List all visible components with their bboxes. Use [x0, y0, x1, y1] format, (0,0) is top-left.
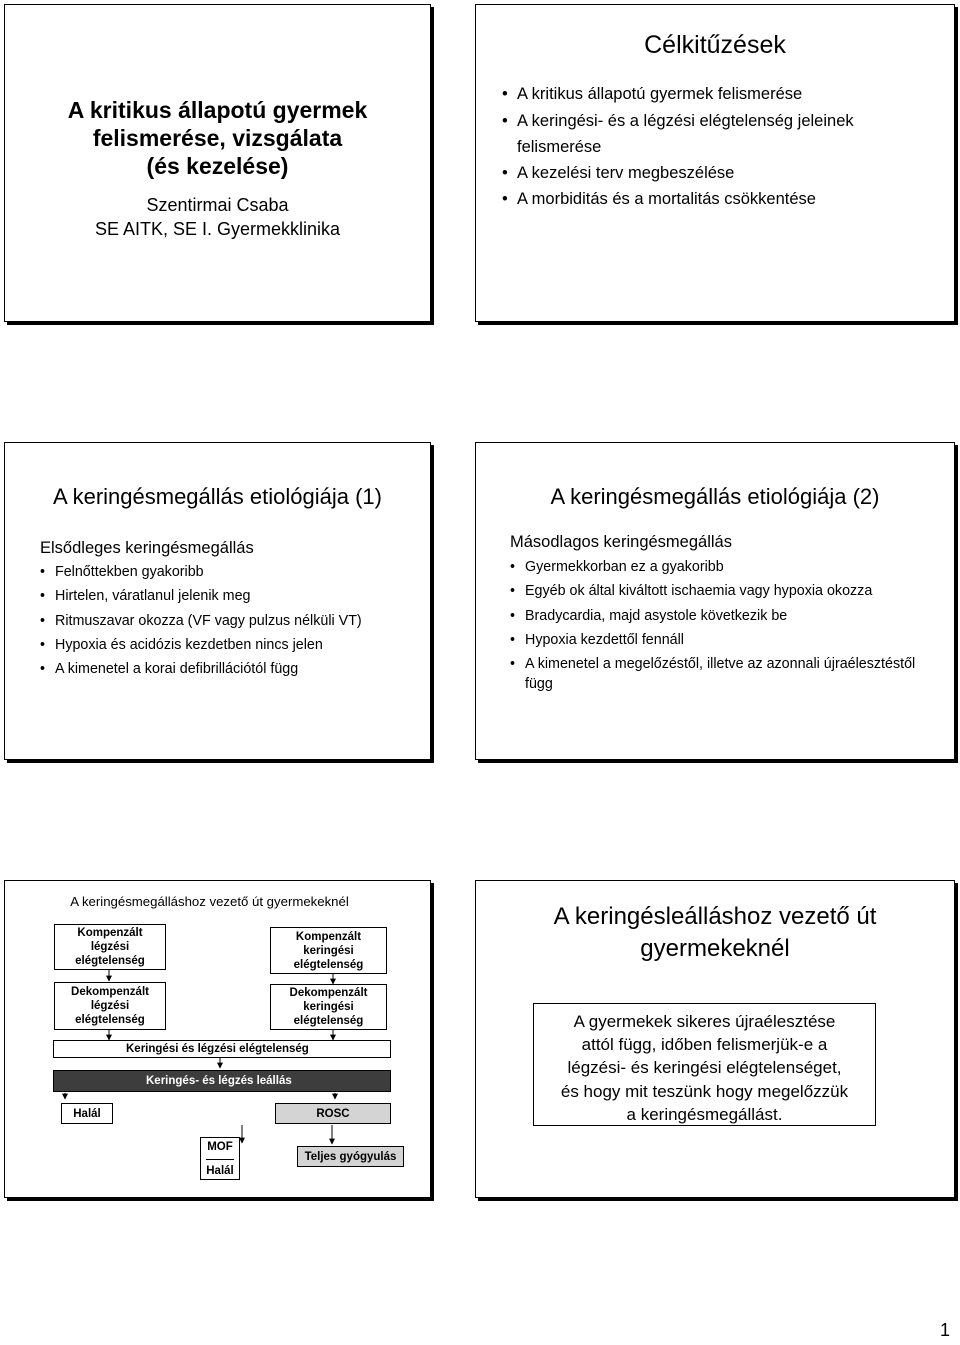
box-label: elégtelenség — [75, 955, 145, 967]
list-item: • Bradycardia, majd asystole következik be — [510, 606, 940, 626]
list-item: • Hypoxia kezdettől fennáll — [510, 630, 940, 650]
title-line: gyermekeknél — [640, 935, 790, 962]
title-line: A kritikus állapotú gyermek — [67, 97, 368, 123]
box-label: elégtelenség — [75, 1014, 145, 1026]
affiliation: SE AITK, SE I. Gyermekklinika — [94, 219, 341, 239]
cardiorespiratory-arrest-box — [53, 1070, 391, 1092]
title-line: (és kezelése) — [146, 153, 289, 179]
death-box — [61, 1103, 113, 1124]
box-label: Halál — [73, 1107, 101, 1120]
box-label: Kompenzált — [295, 930, 362, 943]
box-label: Dekompenzált — [71, 986, 149, 998]
diagram-title: A keringésmegálláshoz vezető út gyermekeknél — [70, 894, 349, 909]
box-label: Dekompenzált — [289, 987, 368, 999]
list-item: • A keringési- és a légzési elégtelenség jeleinek felismerése — [502, 108, 942, 160]
slide-heading: A keringésmegállás etiológiája (1) — [53, 484, 382, 509]
slide-etiology-1 — [4, 442, 431, 760]
slide-title — [4, 4, 431, 322]
etiology-list — [40, 562, 418, 683]
box-label: keringési — [303, 944, 354, 957]
list-item: • Egyéb ok által kiváltott ischaemia vagy hypoxia okozza — [510, 581, 940, 601]
presentation-title — [5, 96, 430, 180]
rosc-box — [275, 1103, 391, 1124]
title-line: felismerése, vizsgálata — [92, 125, 343, 151]
list-item: • A morbiditás és a mortalitás csökkentése — [502, 186, 942, 213]
slide-path-to-arrest — [475, 880, 955, 1198]
decompensated-circulatory-failure-box — [270, 984, 387, 1030]
list-item: • Ritmuszavar okozza (VF vagy pulzus nélküli VT) — [40, 611, 418, 631]
message-line: és hogy mit teszünk hogy megelőzzük — [560, 1081, 849, 1101]
full-recovery-box — [297, 1146, 404, 1167]
message-line: A gyermekek sikeres újraélesztése — [573, 1012, 836, 1031]
combined-failure-box — [53, 1040, 391, 1058]
box-label: Teljes gyógyulás — [304, 1150, 397, 1163]
mof-death-box — [200, 1137, 240, 1180]
message-line: a keringésmegállást. — [626, 1104, 783, 1124]
list-item: • A kimenetel a korai defibrillációtól függ — [40, 659, 418, 679]
slide-objectives — [475, 4, 955, 322]
presentation-subtitle — [5, 193, 430, 241]
list-item: • A kritikus állapotú gyermek felismerése — [502, 81, 942, 108]
box-label: Halál — [206, 1159, 234, 1178]
key-message-box — [533, 1003, 876, 1126]
title-line: A keringésleálláshoz vezető út — [553, 903, 877, 930]
slide-etiology-2 — [475, 442, 955, 760]
slide-flow-diagram — [4, 880, 431, 1198]
list-item: • Gyermekkorban ez a gyakoribb — [510, 557, 940, 577]
message-line: légzési- és keringési elégtelenséget, — [567, 1058, 842, 1078]
box-label: Keringés- és légzés leállás — [146, 1075, 292, 1087]
compensated-circulatory-failure-box — [270, 927, 387, 974]
box-label: Kompenzált — [77, 927, 143, 939]
box-label: légzési — [90, 941, 130, 953]
page-number: 1 — [939, 1320, 950, 1340]
message-line: attól függ, időben felismerjük-e a — [581, 1035, 828, 1055]
box-label: elégtelenség — [293, 1015, 364, 1027]
box-label: légzési — [90, 1000, 130, 1012]
list-item: • Hypoxia és acidózis kezdetben nincs jelen — [40, 635, 418, 655]
section-heading: Elsődleges keringésmegállás — [40, 539, 254, 557]
decompensated-respiratory-failure-box — [54, 982, 166, 1030]
list-item: • Hirtelen, váratlanul jelenik meg — [40, 586, 418, 606]
author: Szentirmai Csaba — [146, 195, 289, 215]
box-label: keringési — [303, 1001, 354, 1013]
box-label: elégtelenség — [293, 958, 364, 971]
list-item: • A kimenetel a megelőzéstől, illetve az azonnali újraélesztéstől függ — [510, 654, 940, 694]
slide-heading: Célkitűzések — [644, 31, 786, 59]
list-item: • Felnőttekben gyakoribb — [40, 562, 418, 582]
box-label: MOF — [207, 1140, 233, 1153]
etiology-list — [510, 557, 940, 698]
slide-heading — [476, 901, 954, 965]
box-label: ROSC — [316, 1107, 350, 1120]
compensated-respiratory-failure-box — [54, 924, 166, 970]
slide-heading: A keringésmegállás etiológiája (2) — [550, 484, 880, 509]
section-heading: Másodlagos keringésmegállás — [510, 533, 732, 551]
box-label: Keringési és légzési elégtelenség — [126, 1043, 309, 1055]
objectives-list — [502, 81, 942, 213]
list-item: • A kezelési terv megbeszélése — [502, 160, 942, 187]
